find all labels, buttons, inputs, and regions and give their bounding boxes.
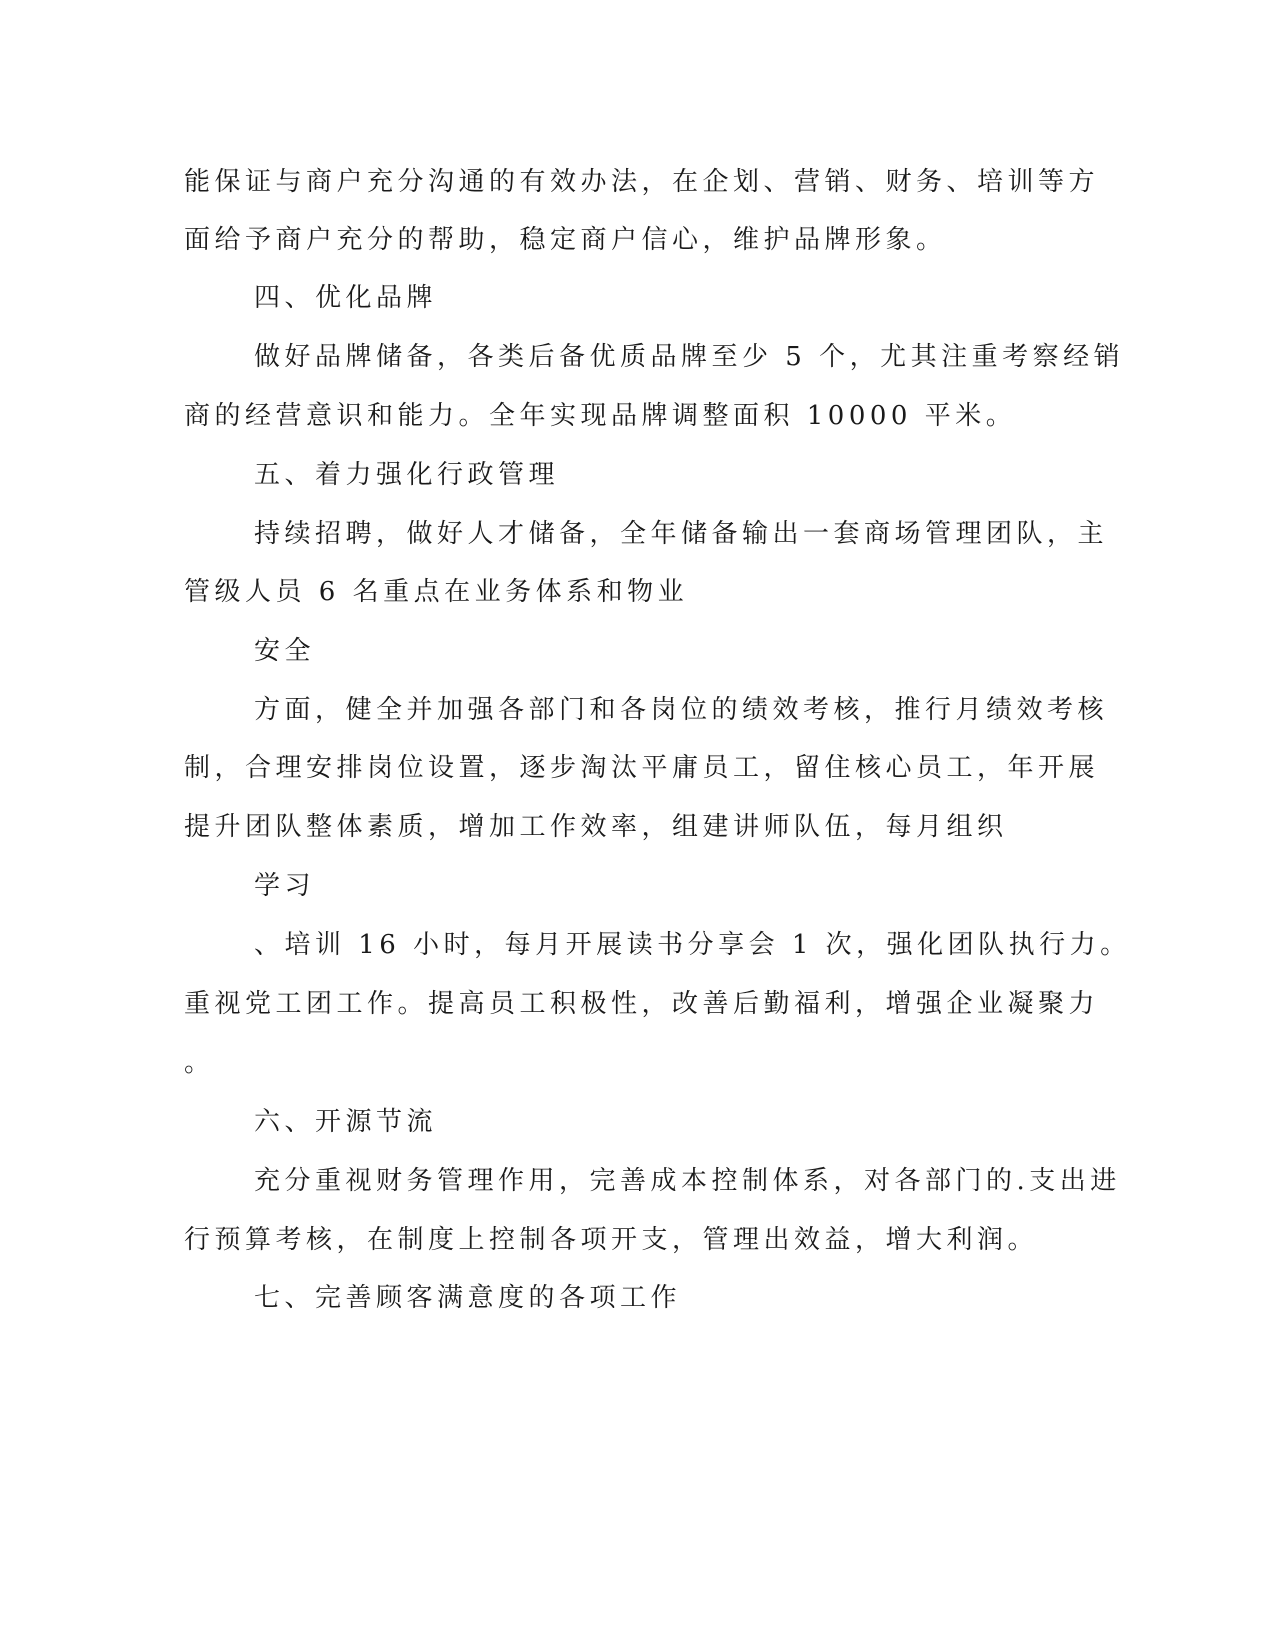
text-line-11: 制，合理安排岗位设置，逐步淘汰平庸员工，留住核心员工，年开展: [184, 753, 1100, 783]
text-line-2: 面给予商户充分的帮助，稳定商户信心，维护品牌形象。: [184, 225, 947, 255]
text-line-13: 学习: [254, 871, 316, 901]
text-line-18: 充分重视财务管理作用，完善成本控制体系，对各部门的.支出进: [254, 1166, 1121, 1196]
text-line-8: 管级人员 6 名重点在业务体系和物业: [184, 577, 689, 607]
text-line-15: 重视党工团工作。提高员工积极性，改善后勤福利，增强企业凝聚力: [184, 989, 1100, 1019]
text-line-14: 、培训 16 小时，每月开展读书分享会 1 次，强化团队执行力。: [254, 930, 1131, 960]
text-line-1: 能保证与商户充分沟通的有效办法，在企划、营销、财务、培训等方: [184, 167, 1100, 197]
section-heading-5: 五、着力强化行政管理: [254, 460, 560, 490]
text-line-5: 商的经营意识和能力。全年实现品牌调整面积 10000 平米。: [184, 401, 1017, 431]
section-heading-4: 四、优化品牌: [254, 283, 438, 313]
text-line-12: 提升团队整体素质，增加工作效率，组建讲师队伍，每月组织: [184, 812, 1008, 842]
text-line-4: 做好品牌储备，各类后备优质品牌至少 5 个，尤其注重考察经销: [254, 342, 1125, 372]
text-line-9: 安全: [254, 636, 316, 666]
text-line-16: 。: [184, 1048, 215, 1078]
section-heading-6: 六、开源节流: [254, 1107, 438, 1137]
section-heading-7: 七、完善顾客满意度的各项工作: [254, 1283, 682, 1313]
text-line-7: 持续招聘，做好人才储备，全年储备输出一套商场管理团队，主: [254, 519, 1109, 549]
text-line-10: 方面，健全并加强各部门和各岗位的绩效考核，推行月绩效考核: [254, 695, 1109, 725]
text-line-19: 行预算考核，在制度上控制各项开支，管理出效益，增大利润。: [184, 1225, 1039, 1255]
